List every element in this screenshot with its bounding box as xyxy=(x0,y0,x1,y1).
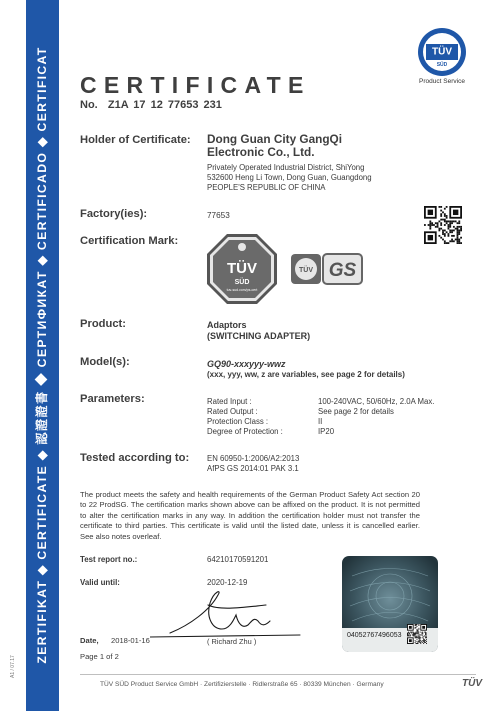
factory-value: 77653 xyxy=(207,211,230,220)
octagon-bottom-text: SÜD xyxy=(234,279,250,286)
holder-label: Holder of Certificate: xyxy=(80,134,191,146)
product-service-label: Product Service xyxy=(419,78,465,85)
holder-name xyxy=(207,133,387,159)
certificate-title: CERTIFICATE xyxy=(80,72,311,98)
octagon-top-text: TÜV xyxy=(227,260,257,277)
signer-name: ( Richard Zhu ) xyxy=(207,637,257,646)
number-label: No. xyxy=(80,99,98,111)
gs-text: GS xyxy=(328,260,357,281)
report-label: Test report no.: xyxy=(80,555,138,564)
footer-divider xyxy=(80,674,476,675)
date-value: 2018-01-16 xyxy=(111,636,150,645)
parameters-label: Parameters: xyxy=(80,393,145,405)
param-value: See page 2 for details xyxy=(318,407,394,416)
valid-value: 2020-12-19 xyxy=(207,578,248,587)
param-value: II xyxy=(318,417,323,426)
models-label: Model(s): xyxy=(80,356,130,368)
small-mark-text: TÜV xyxy=(299,267,313,274)
param-value: 100-240VAC, 50/60Hz, 2.0A Max. xyxy=(318,397,435,406)
models-line2: (xxx, yyy, ww, z are variables, see page 2 for details) xyxy=(207,370,405,379)
side-band-text: ZERTIFIKAT ◆ CERTIFICATE ◆ 認證證書 ◆ СЕРТИФИКАТ ◆ CERTIFICADO ◆ CERTIFICAT xyxy=(35,46,49,664)
holder-name-line1: Dong Guan City GangQi xyxy=(207,132,343,146)
param-name: Rated Input : xyxy=(207,397,252,406)
param-value: IP20 xyxy=(318,427,335,436)
tuv-small-mark xyxy=(290,253,322,285)
seal-qr-code xyxy=(407,624,427,644)
certificate-number xyxy=(80,99,222,111)
certificate-statement: The product meets the safety and health requirements of the German Product Safety Act section 20 to 22 ProdSG. The certification marks shown above can be affixed on the product. It is not permitted to alter the certification marks in any way. In addition the certification holder must not transfer the certificate to third parties. This certificate is valid until the listed date, unless it is cancelled earlier. See also notes overleaf. xyxy=(80,490,420,541)
param-name: Degree of Protection : xyxy=(207,427,283,436)
certification-mark-label: Certification Mark: xyxy=(80,235,179,247)
address-line: 532600 Heng Li Town, Dong Guan, Guangdong xyxy=(207,172,372,182)
gs-mark xyxy=(322,253,363,285)
product-line2: (SWITCHING ADAPTER) xyxy=(207,331,311,341)
models-line1: GQ90-xxxyyy-wwz xyxy=(207,359,286,369)
valid-label: Valid until: xyxy=(80,578,120,587)
product-label: Product: xyxy=(80,318,126,330)
signature xyxy=(150,585,330,645)
octagon-url: tuv-sud.com/ps-cert xyxy=(226,288,258,292)
logo-subtext: SÜD xyxy=(436,62,448,68)
tested-line2: AfPS GS 2014:01 PAK 3.1 xyxy=(207,464,299,473)
report-value: 64210170591201 xyxy=(207,555,269,564)
footer-text: TÜV SÜD Product Service GmbH · Zertifizierstelle · Ridlerstraße 65 · 80339 München · Germany xyxy=(100,681,384,688)
holder-name-line2: Electronic Co., Ltd. xyxy=(207,145,315,159)
tuv-octagon-mark xyxy=(206,233,278,305)
tuv-sud-logo xyxy=(417,27,467,77)
page-number: Page 1 of 2 xyxy=(80,652,119,661)
holder-address xyxy=(207,163,372,192)
number-value: Z1A 17 12 77653 231 xyxy=(107,99,222,111)
factory-label: Factory(ies): xyxy=(80,208,148,220)
tested-label: Tested according to: xyxy=(80,452,190,464)
address-line: Privately Operated Industrial District, ShiYong xyxy=(207,163,365,172)
document-code: A1 / 07.17 xyxy=(10,655,16,678)
footer-logo: TÜV xyxy=(462,678,482,689)
qr-code xyxy=(424,206,462,244)
param-name: Protection Class : xyxy=(207,417,269,426)
param-name: Rated Output : xyxy=(207,407,258,416)
seal-number: 04052767496053 xyxy=(347,632,402,639)
tested-line1: EN 60950-1:2006/A2:2013 xyxy=(207,454,300,463)
date-label: Date, xyxy=(80,636,99,645)
logo-text: TÜV xyxy=(432,46,452,58)
address-line: PEOPLE'S REPUBLIC OF CHINA xyxy=(207,182,326,192)
product-line1: Adaptors xyxy=(207,320,247,330)
